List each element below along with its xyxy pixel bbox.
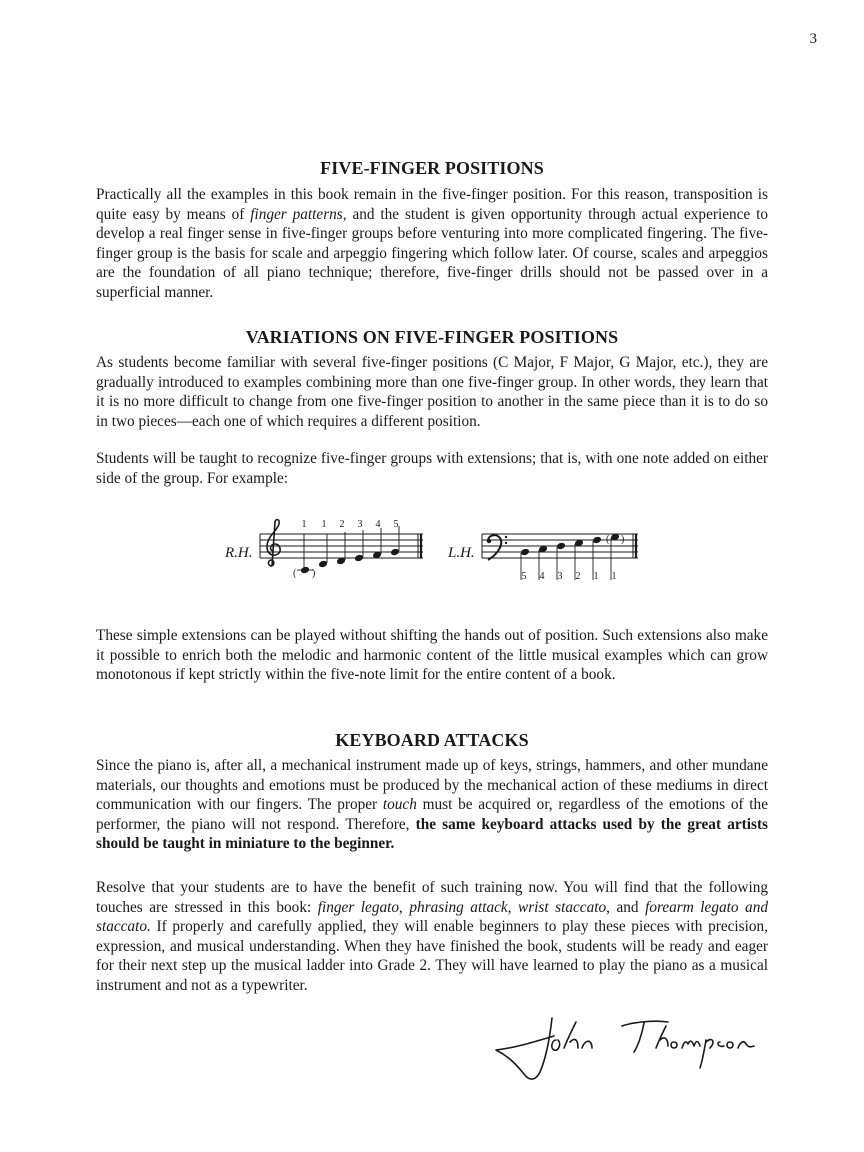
paragraph-variations-intro xyxy=(96,353,768,431)
section-heading-five-finger-positions: FIVE-FINGER POSITIONS xyxy=(320,158,544,178)
text-run: , and the student is given opportunity through actual experience to develop a real finger sense in five-finger groups before venturing into more complicated fingering. The five-finger group is the basis for scale and arpeggio fingering which follow later. Of course, scales and arpeggios are the foundation of all piano technique; therefore, five-finger drills should not be passed over in a superficial manner. xyxy=(96,205,768,301)
italic-emphasis: forearm legato and staccato. xyxy=(96,898,769,936)
paragraph-simple-extensions xyxy=(96,626,768,685)
text-run: As students become familiar with several five-finger positions (C Major, F Major, G Major, etc.), they are gradually introduced to examples combining more than one five-finger group. In other words, they learn that it is no more difficult to change from one five-finger position to another in the same piece than it is to do so in two pieces—each one of which requires a different position. xyxy=(96,354,768,430)
rh-stems xyxy=(304,526,399,569)
lh-finger-3: 3 xyxy=(557,571,563,582)
section-heading-keyboard-attacks: KEYBOARD ATTACKS xyxy=(335,730,529,750)
rh-finger-6: 5 xyxy=(393,519,399,530)
rh-label: R.H. xyxy=(225,545,253,561)
lh-finger-4: 2 xyxy=(575,571,581,582)
svg-text:(: ( xyxy=(293,568,297,579)
rh-finger-3: 2 xyxy=(339,519,345,530)
text-run: Students will be taught to recognize five-finger groups with extensions; that is, with one note added on either side of the group. For example: xyxy=(96,450,768,487)
text-run: , and xyxy=(606,898,646,916)
lh-finger-1: 5 xyxy=(521,571,527,582)
lh-finger-5: 1 xyxy=(593,571,599,582)
text-run: , xyxy=(399,898,410,916)
text-run: These simple extensions can be played without shifting the hands out of position. Such extensions also make it possible to enrich both the melodic and harmonic content of the little musical examples which can grow monotonous if kept strictly within the five-note limit for the entire content of a book. xyxy=(96,627,768,684)
text-run: , xyxy=(507,898,519,916)
rh-finger-4: 3 xyxy=(357,519,363,530)
paragraph-resolve xyxy=(96,878,768,996)
page-number: 3 xyxy=(809,31,817,47)
svg-text:): ) xyxy=(312,568,316,579)
lh-label: L.H. xyxy=(448,545,475,561)
text-run: Since the piano is, after all, a mechanical instrument made up of keys, strings, hammers, and other mundane materials, our thoughts and emotions must be produced by the mechanical action of these mediums in direct communication with our fingers. The proper xyxy=(96,757,768,814)
rh-finger-2: 1 xyxy=(321,519,327,530)
lh-finger-2: 4 xyxy=(539,571,545,582)
treble-clef-icon xyxy=(267,520,280,566)
svg-text:(: ( xyxy=(606,534,610,545)
paragraph-five-finger-positions xyxy=(96,185,768,303)
section-heading-variations: VARIATIONS ON FIVE-FINGER POSITIONS xyxy=(245,327,619,347)
bold-emphasis: the same keyboard attacks used by the great artists should be taught in miniature to the beginner. xyxy=(96,815,768,853)
paragraph-extensions xyxy=(96,449,768,488)
rh-finger-1: 1 xyxy=(301,519,307,530)
italic-emphasis: finger legato xyxy=(317,898,400,916)
bass-clef-icon xyxy=(488,535,501,560)
italic-emphasis: finger patterns xyxy=(250,205,343,223)
rh-staff-lines xyxy=(260,534,423,558)
rh-finger-5: 4 xyxy=(375,519,381,530)
lh-fingering xyxy=(522,571,617,582)
lh-finger-6: 1 xyxy=(611,571,617,582)
lh-notes xyxy=(520,533,624,557)
text-run: If properly and carefully applied, they will enable beginners to play these pieces with precision, expression, and musical understanding. When they have finished the book, students will be ready and eager for their next step up the musical ladder into Grade 2. They will have learned to play the piano as a musical instrument and not as a typewriter. xyxy=(96,918,768,994)
five-finger-extension-example xyxy=(220,514,650,594)
text-run: must be acquired or, regardless of the emotions of the performer, the piano will not respond. Therefore, xyxy=(96,796,768,833)
text-run: Resolve that your students are to have the benefit of such training now. You will find that the following touches are stressed in this book: xyxy=(96,879,768,916)
italic-emphasis: phrasing attack xyxy=(409,898,508,916)
rh-fingering xyxy=(302,519,399,530)
john-thompson-signature xyxy=(494,1008,774,1088)
text-run: Practically all the examples in this book remain in the five-finger position. For this reason, transposition is quite easy by means of xyxy=(96,186,768,223)
italic-emphasis: wrist staccato xyxy=(518,898,607,916)
svg-text:): ) xyxy=(621,534,625,545)
paragraph-keyboard-attacks xyxy=(96,756,768,854)
italic-emphasis: touch xyxy=(382,796,417,814)
